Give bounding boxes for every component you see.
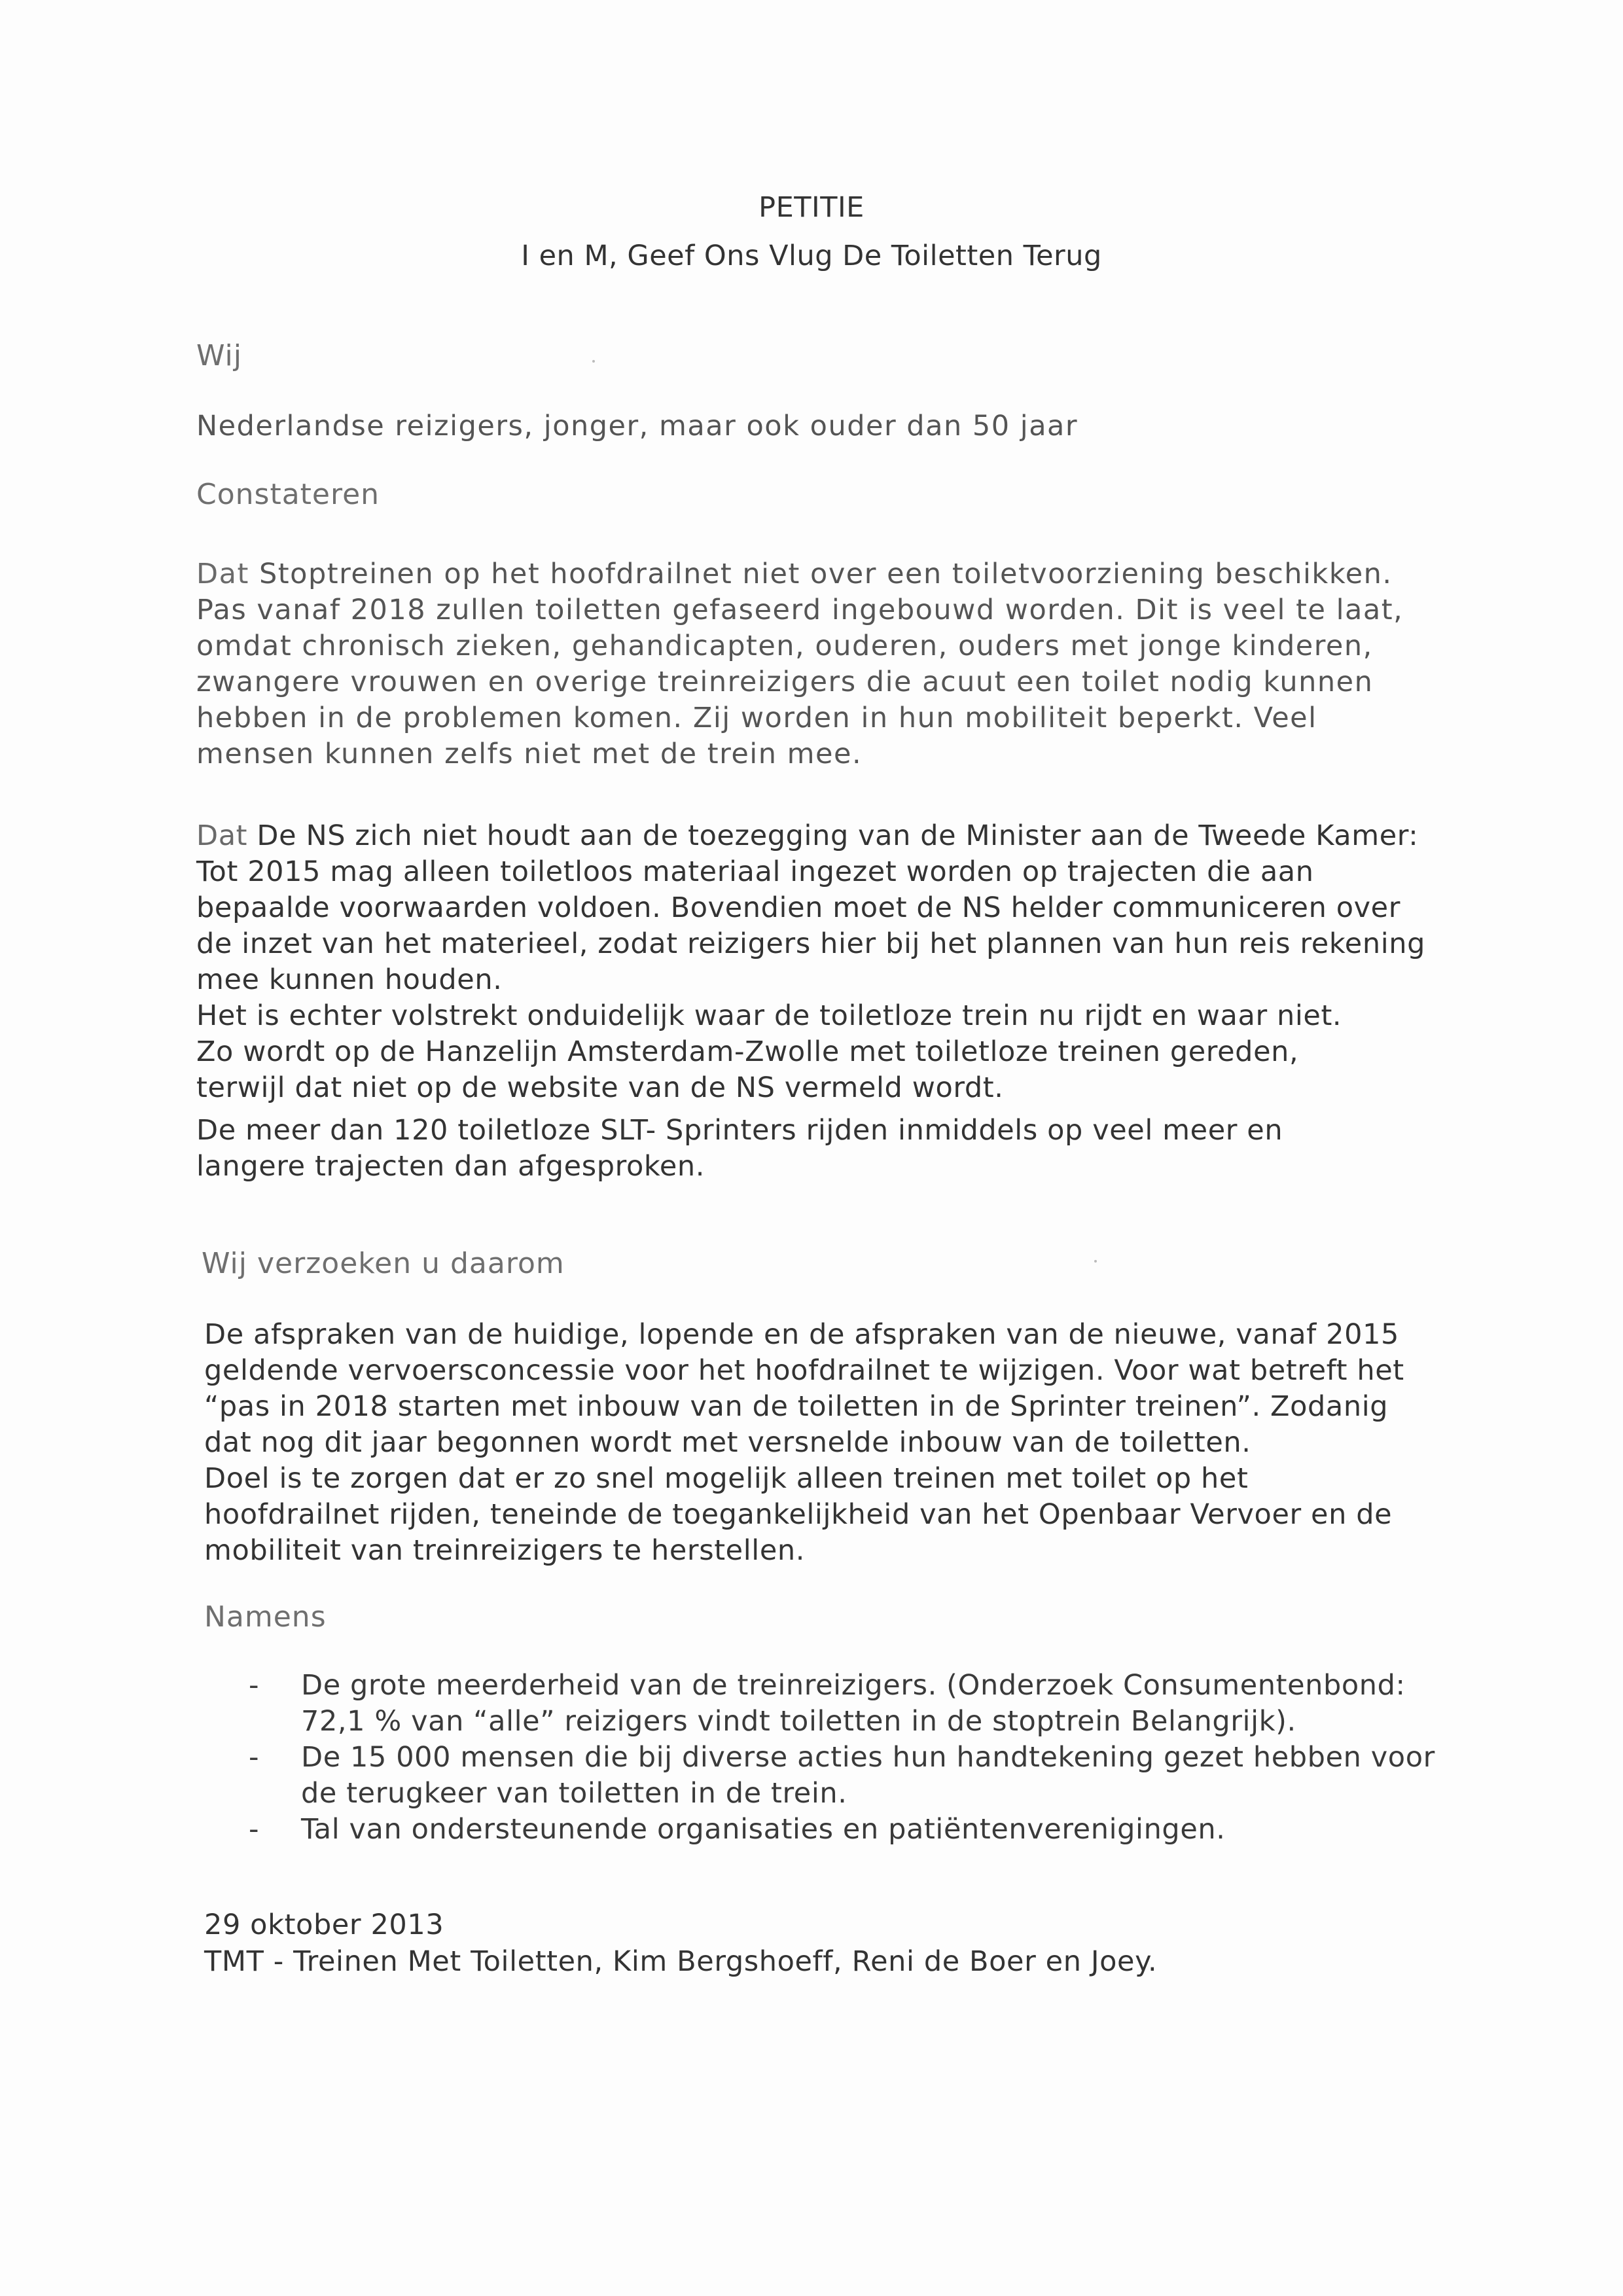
paragraph-dat-stoptreinen [196, 556, 1403, 772]
paragraph-verzoek [204, 1317, 1404, 1569]
list-item-line: De grote meerderheid van de treinreizigers. (Onderzoek Consumentenbond: [301, 1669, 1406, 1702]
paragraph-dat-ns [196, 818, 1425, 1106]
verzoeken-heading: Wij verzoeken u daarom [202, 1247, 565, 1280]
bullet-dash: - [249, 1813, 260, 1846]
paragraph-line: dat nog dit jaar begonnen wordt met versnelde inbouw van de toiletten. [204, 1426, 1251, 1459]
paragraph-line: mobiliteit van treinreizigers te herstellen. [204, 1534, 805, 1567]
paragraph-line: omdat chronisch zieken, gehandicapten, ouderen, ouders met jonge kinderen, [196, 630, 1373, 662]
paragraph-line: “pas in 2018 starten met inbouw van de toiletten in de Sprinter treinen”. Zodanig [204, 1390, 1389, 1423]
paragraph-lead: Dat [196, 819, 248, 852]
list-item-line: 72,1 % van “alle” reizigers vindt toiletten in de stoptrein Belangrijk). [301, 1705, 1296, 1738]
paragraph-line: hoofdrailnet rijden, teneinde de toegankelijkheid van het Openbaar Vervoer en de [204, 1498, 1393, 1531]
list-item [249, 1740, 1435, 1812]
namens-heading: Namens [204, 1600, 327, 1634]
paragraph-line: Doel is te zorgen dat er zo snel mogelijk alleen treinen met toilet op het [204, 1462, 1249, 1495]
paragraph-line: De meer dan 120 toiletloze SLT- Sprinters rijden inmiddels op veel meer en [196, 1114, 1283, 1147]
constateren-heading: Constateren [196, 478, 380, 511]
paragraph-line: hebben in de problemen komen. Zij worden in hun mobiliteit beperkt. Veel [196, 702, 1317, 734]
signatories: TMT - Treinen Met Toiletten, Kim Bergshoeff, Reni de Boer en Joey. [204, 1945, 1158, 1978]
list-item-line: Tal van ondersteunende organisaties en patiëntenverenigingen. [301, 1813, 1226, 1846]
scan-speck [1094, 1260, 1097, 1263]
list-item [249, 1668, 1435, 1740]
document-date: 29 oktober 2013 [204, 1909, 444, 1941]
paragraph-line: terwijl dat niet op de website van de NS vermeld wordt. [196, 1071, 1004, 1104]
bullet-dash: - [249, 1669, 260, 1702]
paragraph-sprinters [196, 1113, 1283, 1185]
paragraph-line [196, 818, 1425, 854]
paragraph-line: De afspraken van de huidige, lopende en de afspraken van de nieuwe, vanaf 2015 [204, 1318, 1399, 1351]
wij-text: Nederlandse reizigers, jonger, maar ook ouder dan 50 jaar [196, 410, 1079, 442]
paragraph-line-text: Stoptreinen op het hoofdrailnet niet over een toiletvoorziening beschikken. [259, 558, 1393, 590]
paragraph-line [196, 556, 1403, 592]
paragraph-line-text: De NS zich niet houdt aan de toezegging van de Minister aan de Tweede Kamer: [257, 819, 1419, 852]
scan-speck [592, 360, 595, 363]
bullet-dash: - [249, 1741, 260, 1774]
paragraph-line: Tot 2015 mag alleen toiletloos materiaal ingezet worden op trajecten die aan [196, 855, 1314, 888]
list-item [249, 1812, 1435, 1848]
paragraph-line: mensen kunnen zelfs niet met de trein mee. [196, 738, 863, 770]
paragraph-line: geldende vervoersconcessie voor het hoofdrailnet te wijzigen. Voor wat betreft het [204, 1354, 1404, 1387]
paragraph-line: de inzet van het materieel, zodat reizigers hier bij het plannen van hun reis rekening [196, 927, 1425, 960]
document-title: PETITIE [758, 191, 865, 224]
paragraph-line: langere trajecten dan afgesproken. [196, 1150, 705, 1183]
paragraph-line: zwangere vrouwen en overige treinreizigers die acuut een toilet nodig kunnen [196, 666, 1374, 698]
paragraph-line: Zo wordt op de Hanzelijn Amsterdam-Zwolle met toiletloze treinen gereden, [196, 1035, 1299, 1068]
paragraph-line: mee kunnen houden. [196, 963, 503, 996]
paragraph-line: Het is echter volstrekt onduidelijk waar de toiletloze trein nu rijdt en waar niet. [196, 999, 1342, 1032]
namens-list [249, 1668, 1435, 1848]
list-item-line: De 15 000 mensen die bij diverse acties hun handtekening gezet hebben voor [301, 1741, 1435, 1774]
document-subtitle: I en M, Geef Ons Vlug De Toiletten Terug [521, 240, 1102, 272]
paragraph-lead: Dat [196, 558, 249, 590]
paragraph-line: Pas vanaf 2018 zullen toiletten gefaseerd ingebouwd worden. Dit is veel te laat, [196, 594, 1404, 626]
list-item-line: de terugkeer van toiletten in de trein. [301, 1777, 847, 1810]
paragraph-line: bepaalde voorwaarden voldoen. Bovendien moet de NS helder communiceren over [196, 891, 1400, 924]
wij-heading: Wij [196, 339, 242, 372]
